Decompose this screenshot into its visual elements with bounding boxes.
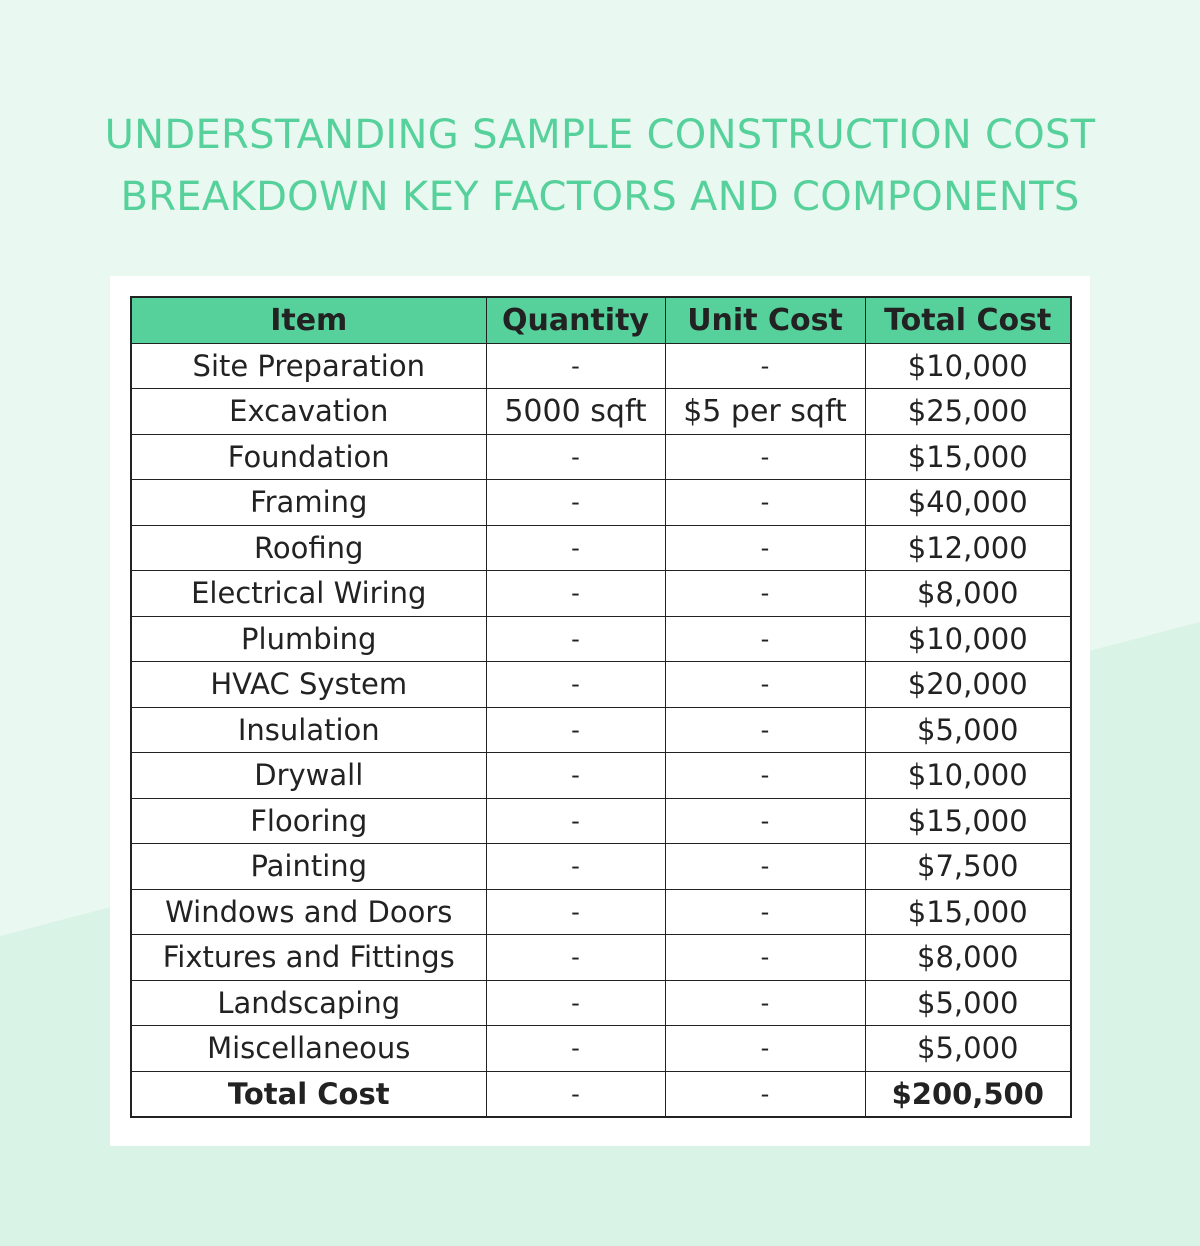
table-row (131, 889, 1071, 935)
quantity-cell: - (486, 1026, 665, 1072)
column-header-quantity: Quantity (486, 297, 665, 343)
table-row (131, 753, 1071, 799)
item-cell: Foundation (131, 434, 486, 480)
quantity-cell: - (486, 525, 665, 571)
item-cell: Windows and Doors (131, 889, 486, 935)
table-body (131, 343, 1071, 1117)
total-cost-cell: $40,000 (865, 480, 1071, 526)
quantity-cell: - (486, 480, 665, 526)
item-cell: Electrical Wiring (131, 571, 486, 617)
quantity-cell: - (486, 343, 665, 389)
item-cell: Framing (131, 480, 486, 526)
total-cost-cell: $7,500 (865, 844, 1071, 890)
item-cell: Landscaping (131, 980, 486, 1026)
total-cost-cell: $15,000 (865, 889, 1071, 935)
unit-cost-cell: - (665, 844, 865, 890)
table-row (131, 571, 1071, 617)
unit-cost-cell: - (665, 343, 865, 389)
total-cost-cell: $10,000 (865, 343, 1071, 389)
table-card (110, 276, 1090, 1146)
total-cost-cell: $5,000 (865, 980, 1071, 1026)
unit-cost-cell: - (665, 980, 865, 1026)
table-row (131, 389, 1071, 435)
column-header-total-cost: Total Cost (865, 297, 1071, 343)
quantity-cell: - (486, 980, 665, 1026)
table-row (131, 616, 1071, 662)
quantity-cell: - (486, 707, 665, 753)
item-cell: Site Preparation (131, 343, 486, 389)
unit-cost-cell: $5 per sqft (665, 389, 865, 435)
table-row (131, 480, 1071, 526)
item-cell: Insulation (131, 707, 486, 753)
table-row (131, 434, 1071, 480)
item-cell: HVAC System (131, 662, 486, 708)
unit-cost-cell: - (665, 1026, 865, 1072)
unit-cost-cell: - (665, 753, 865, 799)
page-title (0, 104, 1200, 228)
cost-breakdown-table (130, 296, 1072, 1118)
quantity-cell: - (486, 935, 665, 981)
table-row (131, 844, 1071, 890)
item-cell: Excavation (131, 389, 486, 435)
item-cell: Total Cost (131, 1071, 486, 1117)
unit-cost-cell: - (665, 480, 865, 526)
total-cost-cell: $8,000 (865, 571, 1071, 617)
table-row (131, 980, 1071, 1026)
item-cell: Roofing (131, 525, 486, 571)
table-row (131, 935, 1071, 981)
unit-cost-cell: - (665, 616, 865, 662)
table-row (131, 525, 1071, 571)
quantity-cell: - (486, 662, 665, 708)
title-line-2: BREAKDOWN KEY FACTORS AND COMPONENTS (120, 174, 1080, 220)
item-cell: Miscellaneous (131, 1026, 486, 1072)
total-cost-cell: $200,500 (865, 1071, 1071, 1117)
unit-cost-cell: - (665, 525, 865, 571)
quantity-cell: - (486, 889, 665, 935)
column-header-unit-cost: Unit Cost (665, 297, 865, 343)
item-cell: Plumbing (131, 616, 486, 662)
item-cell: Flooring (131, 798, 486, 844)
total-cost-cell: $5,000 (865, 1026, 1071, 1072)
quantity-cell: - (486, 434, 665, 480)
total-cost-cell: $25,000 (865, 389, 1071, 435)
total-cost-cell: $10,000 (865, 753, 1071, 799)
total-cost-cell: $15,000 (865, 434, 1071, 480)
table-row (131, 707, 1071, 753)
table-row (131, 798, 1071, 844)
quantity-cell: - (486, 753, 665, 799)
table-row (131, 662, 1071, 708)
total-cost-cell: $5,000 (865, 707, 1071, 753)
table-row (131, 1026, 1071, 1072)
table-header-row (131, 297, 1071, 343)
unit-cost-cell: - (665, 707, 865, 753)
total-cost-cell: $12,000 (865, 525, 1071, 571)
quantity-cell: - (486, 798, 665, 844)
total-cost-cell: $10,000 (865, 616, 1071, 662)
column-header-item: Item (131, 297, 486, 343)
unit-cost-cell: - (665, 571, 865, 617)
unit-cost-cell: - (665, 1071, 865, 1117)
title-line-1: UNDERSTANDING SAMPLE CONSTRUCTION COST (104, 112, 1096, 158)
total-cost-cell: $15,000 (865, 798, 1071, 844)
item-cell: Drywall (131, 753, 486, 799)
unit-cost-cell: - (665, 434, 865, 480)
quantity-cell: - (486, 844, 665, 890)
quantity-cell: - (486, 616, 665, 662)
quantity-cell: - (486, 571, 665, 617)
unit-cost-cell: - (665, 889, 865, 935)
item-cell: Fixtures and Fittings (131, 935, 486, 981)
quantity-cell: - (486, 1071, 665, 1117)
total-cost-cell: $8,000 (865, 935, 1071, 981)
unit-cost-cell: - (665, 662, 865, 708)
table-row (131, 343, 1071, 389)
unit-cost-cell: - (665, 798, 865, 844)
unit-cost-cell: - (665, 935, 865, 981)
quantity-cell: 5000 sqft (486, 389, 665, 435)
total-row (131, 1071, 1071, 1117)
total-cost-cell: $20,000 (865, 662, 1071, 708)
item-cell: Painting (131, 844, 486, 890)
